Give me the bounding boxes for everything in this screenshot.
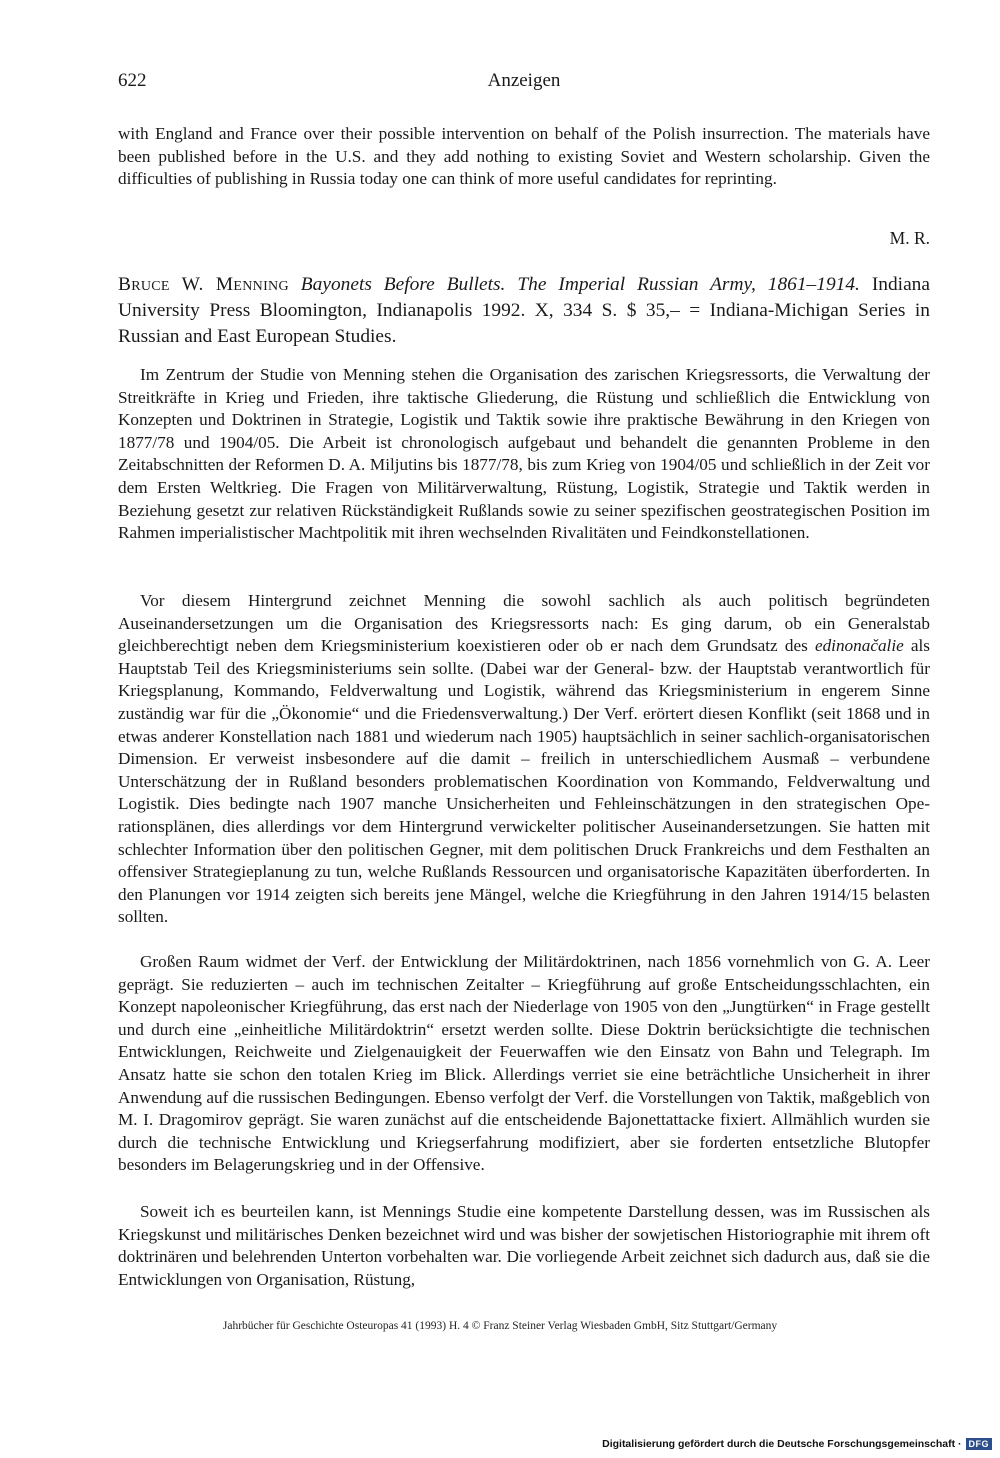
- bibliographic-entry: [118, 272, 930, 350]
- book-publication: Indiana University Press Bloomington, Indianapolis 1992. X, 334 S. $ 35,– = Indiana-Michigan Series in Russian and East European Studies.: [118, 274, 930, 347]
- reviewer-signature: M. R.: [889, 228, 930, 248]
- running-title: Anzeigen: [487, 70, 561, 91]
- page-number: 622: [118, 70, 147, 91]
- intro-paragraph: with England and France over their possible intervention on behalf of the Polish insurrection. The materials have been published before in the U.S. and they add nothing to existing Soviet and Western scholarship. Given the difficulties of publishing in Russia today one can think of more useful candidates for reprinting.: [118, 124, 930, 189]
- dfg-logo: DFG: [966, 1438, 993, 1450]
- journal-footer: Jahrbücher für Geschichte Osteuropas 41 (1993) H. 4 © Franz Steiner Verlag Wiesbaden GmbH, Sitz Stuttgart/Germany: [222, 1320, 778, 1332]
- paragraph-2-text-b: als Hauptstab Teil des Kriegsministeriums sein sollte. (Dabei war der General- bzw. der Hauptstab verantwortlich für Kriegsplanung, Kommando, Feldverwaltung und Logistik, während das Kriegsministerium in engerem Sinne zuständig war für die „Ökonomie“ und die Friedensverwaltung.) Der Verf. erörtert diesen Konflikt (seit 1868 und in etwas anderer Konstellation nach 1881 und wiederum nach 1905) hauptsächlich in seiner sachlich-organisatorischen Dimension. Er verweist insbesondere auf die damit – freilich in unterschiedlichem Ausmaß – verbundene Unterschätzung der in Rußland besonders problematischen Koordination von Kommando, Feldverwaltung und Logistik. Dies bedingte nach 1907 manche Unsicherheiten und Fehleinschätzungen in den strategischen Operationsplänen, dies allerdings vor dem Hintergrund verwickelter politischer Auseinandersetzungen. Sie hatten mit schlechter Information über den politischen Gegner, mit dem politischen Druck Frankreichs und dem Festhalten an offensiver Strategieplanung zu tun, welche Rußlands Ressourcen und organisatorische Kapazitäten überforderten. In den Planungen vor 1914 zeigten sich bereits jene Mängel, welche die Kriegführung in den Jahren 1914/15 belasten sollten.: [118, 636, 930, 927]
- digitization-credit: [602, 1438, 992, 1450]
- review-paragraph-2: [118, 590, 930, 929]
- book-author: Bruce W. Menning: [118, 274, 289, 295]
- review-paragraph-4: Soweit ich es beurteilen kann, ist Mennings Studie eine kompetente Darstellung dessen, was im Russischen als Kriegskunst und militärisches Denken bezeichnet wird und was bisher der sowjetischen Historiographie mit ihrem oft doktrinären und belehrenden Unterton vorbehalten war. Die vorliegende Arbeit zeichnet sich dadurch aus, daß sie die Entwicklungen von Organisation, Rüstung,: [118, 1202, 930, 1289]
- page-header: [118, 70, 930, 100]
- review-paragraph-3: Großen Raum widmet der Verf. der Entwicklung der Militärdoktrinen, nach 1856 vornehmlich von G. A. Leer geprägt. Sie reduzierten – auch im technischen Zeitalter – Kriegführung auf große Entscheidungsschlachten, ein Konzept napoleonischer Kriegführung, das erst nach der Niederlage von 1905 von den „Jungtürken“ in Frage gestellt und durch eine „einheitliche Militärdoktrin“ ersetzt werden sollte. Diese Doktrin berücksichtigte die technischen Entwicklungen, Reichweite und Zielgenauigkeit der Feuerwaffen wie den Einsatz von Bahn und Telegraph. Im Ansatz hatte sie schon den totalen Krieg im Blick. Allerdings verriet sie eine beträchtliche Unsicherheit in ihrer Anwendung auf die russischen Bedingungen. Ebenso verfolgt der Verf. die Vorstellungen von Taktik, maßgeblich von M. I. Dragomirov geprägt. Sie waren zunächst auf die entscheidende Bajonettattacke fixiert. Allmählich wurden sie durch die technische Entwicklung und Kriegserfahrung modifiziert, aber sie forderten entsetzliche Blutopfer besonders im Belagerungskrieg und in der Offensive.: [118, 952, 930, 1175]
- book-title: Bayonets Before Bullets. The Imperial Russian Army, 1861–1914.: [300, 274, 860, 295]
- digitization-note: Digitalisierung gefördert durch die Deutsche Forschungsgemeinschaft ·: [602, 1438, 962, 1450]
- term-edinonacalie: edinonačalie: [814, 636, 904, 656]
- paragraph-2-text-a: Vor diesem Hintergrund zeichnet Menning die sowohl sachlich als auch politisch begründeten Auseinandersetzungen um die Organisation des Kriegsressorts nach: Es ging darum, ob ein Generalstab gleichberechtigt neben dem Kriegsministerium koexistieren oder ob er nach dem Grundsatz des: [118, 591, 930, 656]
- review-paragraph-1: Im Zentrum der Studie von Menning stehen die Organisation des zarischen Kriegsressorts, die Verwaltung der Streitkräfte in Krieg und Frieden, ihre taktische Gliederung, die Rüstung und schließlich die Entwicklung von Konzepten und Doktrinen in Strategie, Logistik und Taktik sowie ihre praktische Bewährung in den Kriegen von 1877/78 und 1904/05. Die Arbeit ist chronologisch aufgebaut und behandelt die genannten Probleme in den Zeitabschnitten der Reformen D. A. Miljutins bis 1877/78, bis zum Krieg von 1904/05 und schließlich in der Zeit vor dem Ersten Weltkrieg. Die Fragen von Militärverwaltung, Rüstung, Logistik, Strategie und Taktik werden in Beziehung gesetzt zur relativen Rückständigkeit Rußlands sowie zu seiner spezifischen geostrategischen Position im Rahmen imperialistischer Machtpolitik mit ihren wechselnden Rivalitäten und Feindkonstellationen.: [118, 365, 930, 543]
